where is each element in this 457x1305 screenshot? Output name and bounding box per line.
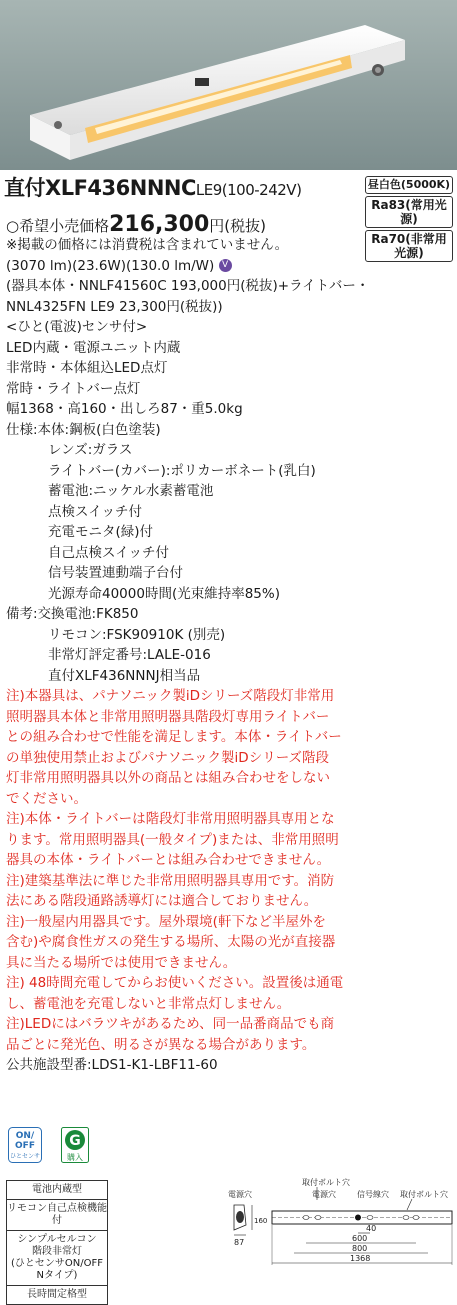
- green-label-text: 購入: [67, 1153, 84, 1162]
- note-line: の単独使用禁止およびパナソニック製iDシリーズ階段: [6, 749, 330, 766]
- label-power-hole: 電源穴: [312, 1190, 336, 1199]
- dim-800: 800: [352, 1244, 368, 1253]
- spec-line: 蓄電池:ニッケル水素蓄電池: [48, 483, 214, 499]
- feature-cell: リモコン自己点検機能付: [7, 1200, 107, 1231]
- v-mark-icon: V: [219, 259, 232, 272]
- sensor-onoff-icon: [8, 1127, 42, 1167]
- green-mark-text: G: [69, 1133, 81, 1149]
- spec-line: 光源寿命40000時間(光束維持率85%): [48, 585, 280, 602]
- price-unit: 円(税抜): [209, 217, 267, 235]
- spec-line: 非常時・本体組込LED点灯: [6, 360, 168, 376]
- spec-line: 充電モニタ(緑)付: [48, 524, 154, 540]
- dim-600: 600: [352, 1234, 368, 1243]
- spec-line: NNL4325FN LE9 23,300円(税抜)): [6, 298, 223, 315]
- spec-line: レンズ:ガラス: [48, 442, 133, 458]
- spec-line: ライトバー(カバー):ポリカーボネート(乳白): [48, 462, 316, 479]
- note-line: でください。: [6, 790, 87, 807]
- spec-line: 直付XLF436NNNJ相当品: [48, 667, 201, 684]
- notes-block: [6, 686, 451, 1055]
- price-line: [6, 212, 266, 237]
- sensor-on-text: ON/: [15, 1131, 35, 1141]
- dim-87: 87: [234, 1238, 245, 1247]
- note-line: 具に当たる場所では使用できません。: [6, 954, 237, 971]
- sensor-label-text: ひとセンサ: [9, 1153, 41, 1160]
- spec-line: 自己点検スイッチ付: [48, 544, 169, 561]
- note-line: 注)本器具は、パナソニック製iDシリーズ階段灯非常用: [6, 688, 335, 704]
- lumen-text: (3070 lm)(23.6W)(130.0 lm/W): [6, 257, 215, 274]
- spec-line: 常時・ライトバー点灯: [6, 380, 141, 397]
- note-line: 法にある階段通路誘導灯には適合しておりません。: [6, 893, 318, 909]
- tax-note: ※掲載の価格には消費税は含まれていません。: [6, 237, 289, 253]
- label-bolt-top: 取付ボルト穴: [302, 1178, 350, 1187]
- feature-cell: 長時間定格型: [27, 1289, 87, 1300]
- spec-line: 信号装置連動端子台付: [48, 565, 183, 581]
- label-bolt-right: 取付ボルト穴: [400, 1190, 448, 1199]
- public-facility-code: 公共施設型番:LDS1-K1-LBF11-60: [6, 1057, 218, 1073]
- sensor-off-text: OFF: [15, 1141, 35, 1151]
- note-line: 含む)や腐食性ガスの発生する場所、太陽の光が直接器: [6, 934, 336, 950]
- spec-line: 非常灯評定番号:LALE-016: [48, 647, 211, 663]
- note-line: 品ごとに発光色、明るさが異なる場合があります。: [6, 1036, 316, 1053]
- note-line: 注)LEDにはバラツキがあるため、同一品番商品でも商: [6, 1016, 335, 1032]
- dimension-drawing: [222, 1175, 457, 1290]
- spec-line: 幅1368・高160・出しろ87・重5.0kg: [6, 401, 243, 417]
- spec-text: [6, 235, 451, 1076]
- badge-ra-normal: Ra83(常用光源): [365, 196, 453, 228]
- note-line: 器具の本体・ライトバーとは組み合わせできません。: [6, 852, 331, 868]
- spec-line: 仕様:本体:鋼板(白色塗装): [6, 421, 161, 438]
- label-power-hole-left: 電源穴: [228, 1190, 252, 1199]
- spec-line: (器具本体・NNLF41560C 193,000円(税抜)+ライトバー・: [6, 278, 370, 294]
- badge-color-temp: 昼白色(5000K): [365, 176, 453, 194]
- dim-1368: 1368: [350, 1254, 371, 1263]
- note-line: し、蓄電池を充電しないと非常点灯しません。: [6, 995, 291, 1012]
- note-line: 注)建築基準法に準じた非常用照明器具専用です。消防: [6, 872, 335, 889]
- feature-table: [6, 1180, 108, 1305]
- dim-40: 40: [366, 1224, 377, 1233]
- note-line: 注)本体・ライトバーは階段灯非常用照明器具専用とな: [6, 811, 335, 827]
- spec-line: 備考:交換電池:FK850: [6, 606, 139, 622]
- spec-line: リモコン:FSK90910K (別売): [48, 626, 226, 643]
- title-prefix: 直付: [4, 176, 45, 200]
- note-line: ります。常用照明器具(一般タイプ)または、非常用照明: [6, 831, 339, 848]
- note-line: との組み合わせで性能を満足します。本体・ライトバー: [6, 729, 342, 745]
- label-signal: 信号線穴: [357, 1190, 389, 1199]
- certification-icons: [8, 1127, 103, 1167]
- title-suffix: LE9: [195, 181, 222, 199]
- spec-line: <ひと(電波)センサ付>: [6, 319, 148, 335]
- badge-ra-emergency: Ra70(非常用光源): [365, 230, 453, 262]
- product-title: [4, 172, 301, 202]
- title-voltage: (100-242V): [221, 181, 302, 199]
- note-line: 照明器具本体と非常用照明器具階段灯専用ライトバー: [6, 708, 330, 725]
- spec-line: 点検スイッチ付: [48, 503, 142, 520]
- price-amount: 216,300: [109, 212, 210, 237]
- price-prefix: ○希望小売価格: [6, 217, 110, 235]
- product-photo: [0, 0, 457, 170]
- note-line: 注) 48時間充電してからお使いください。設置後は通電: [6, 975, 344, 991]
- note-line: 灯非常用照明器具以外の商品とは組み合わせをしない: [6, 770, 330, 786]
- green-purchase-icon: [61, 1127, 89, 1167]
- feature-cell-multiline: シンプルセルコン 階段非常灯 (ひとセンサON/OFF Nタイプ): [7, 1231, 107, 1286]
- title-model: XLF436NNNC: [45, 176, 196, 200]
- note-line: 注)一般屋内用器具です。屋外環境(軒下など半屋外を: [6, 913, 326, 930]
- lumen-line: [6, 256, 451, 277]
- spec-line: LED内蔵・電源ユニット内蔵: [6, 339, 181, 356]
- dim-160: 160: [254, 1217, 268, 1225]
- feature-cell: 電池内蔵型: [7, 1181, 107, 1200]
